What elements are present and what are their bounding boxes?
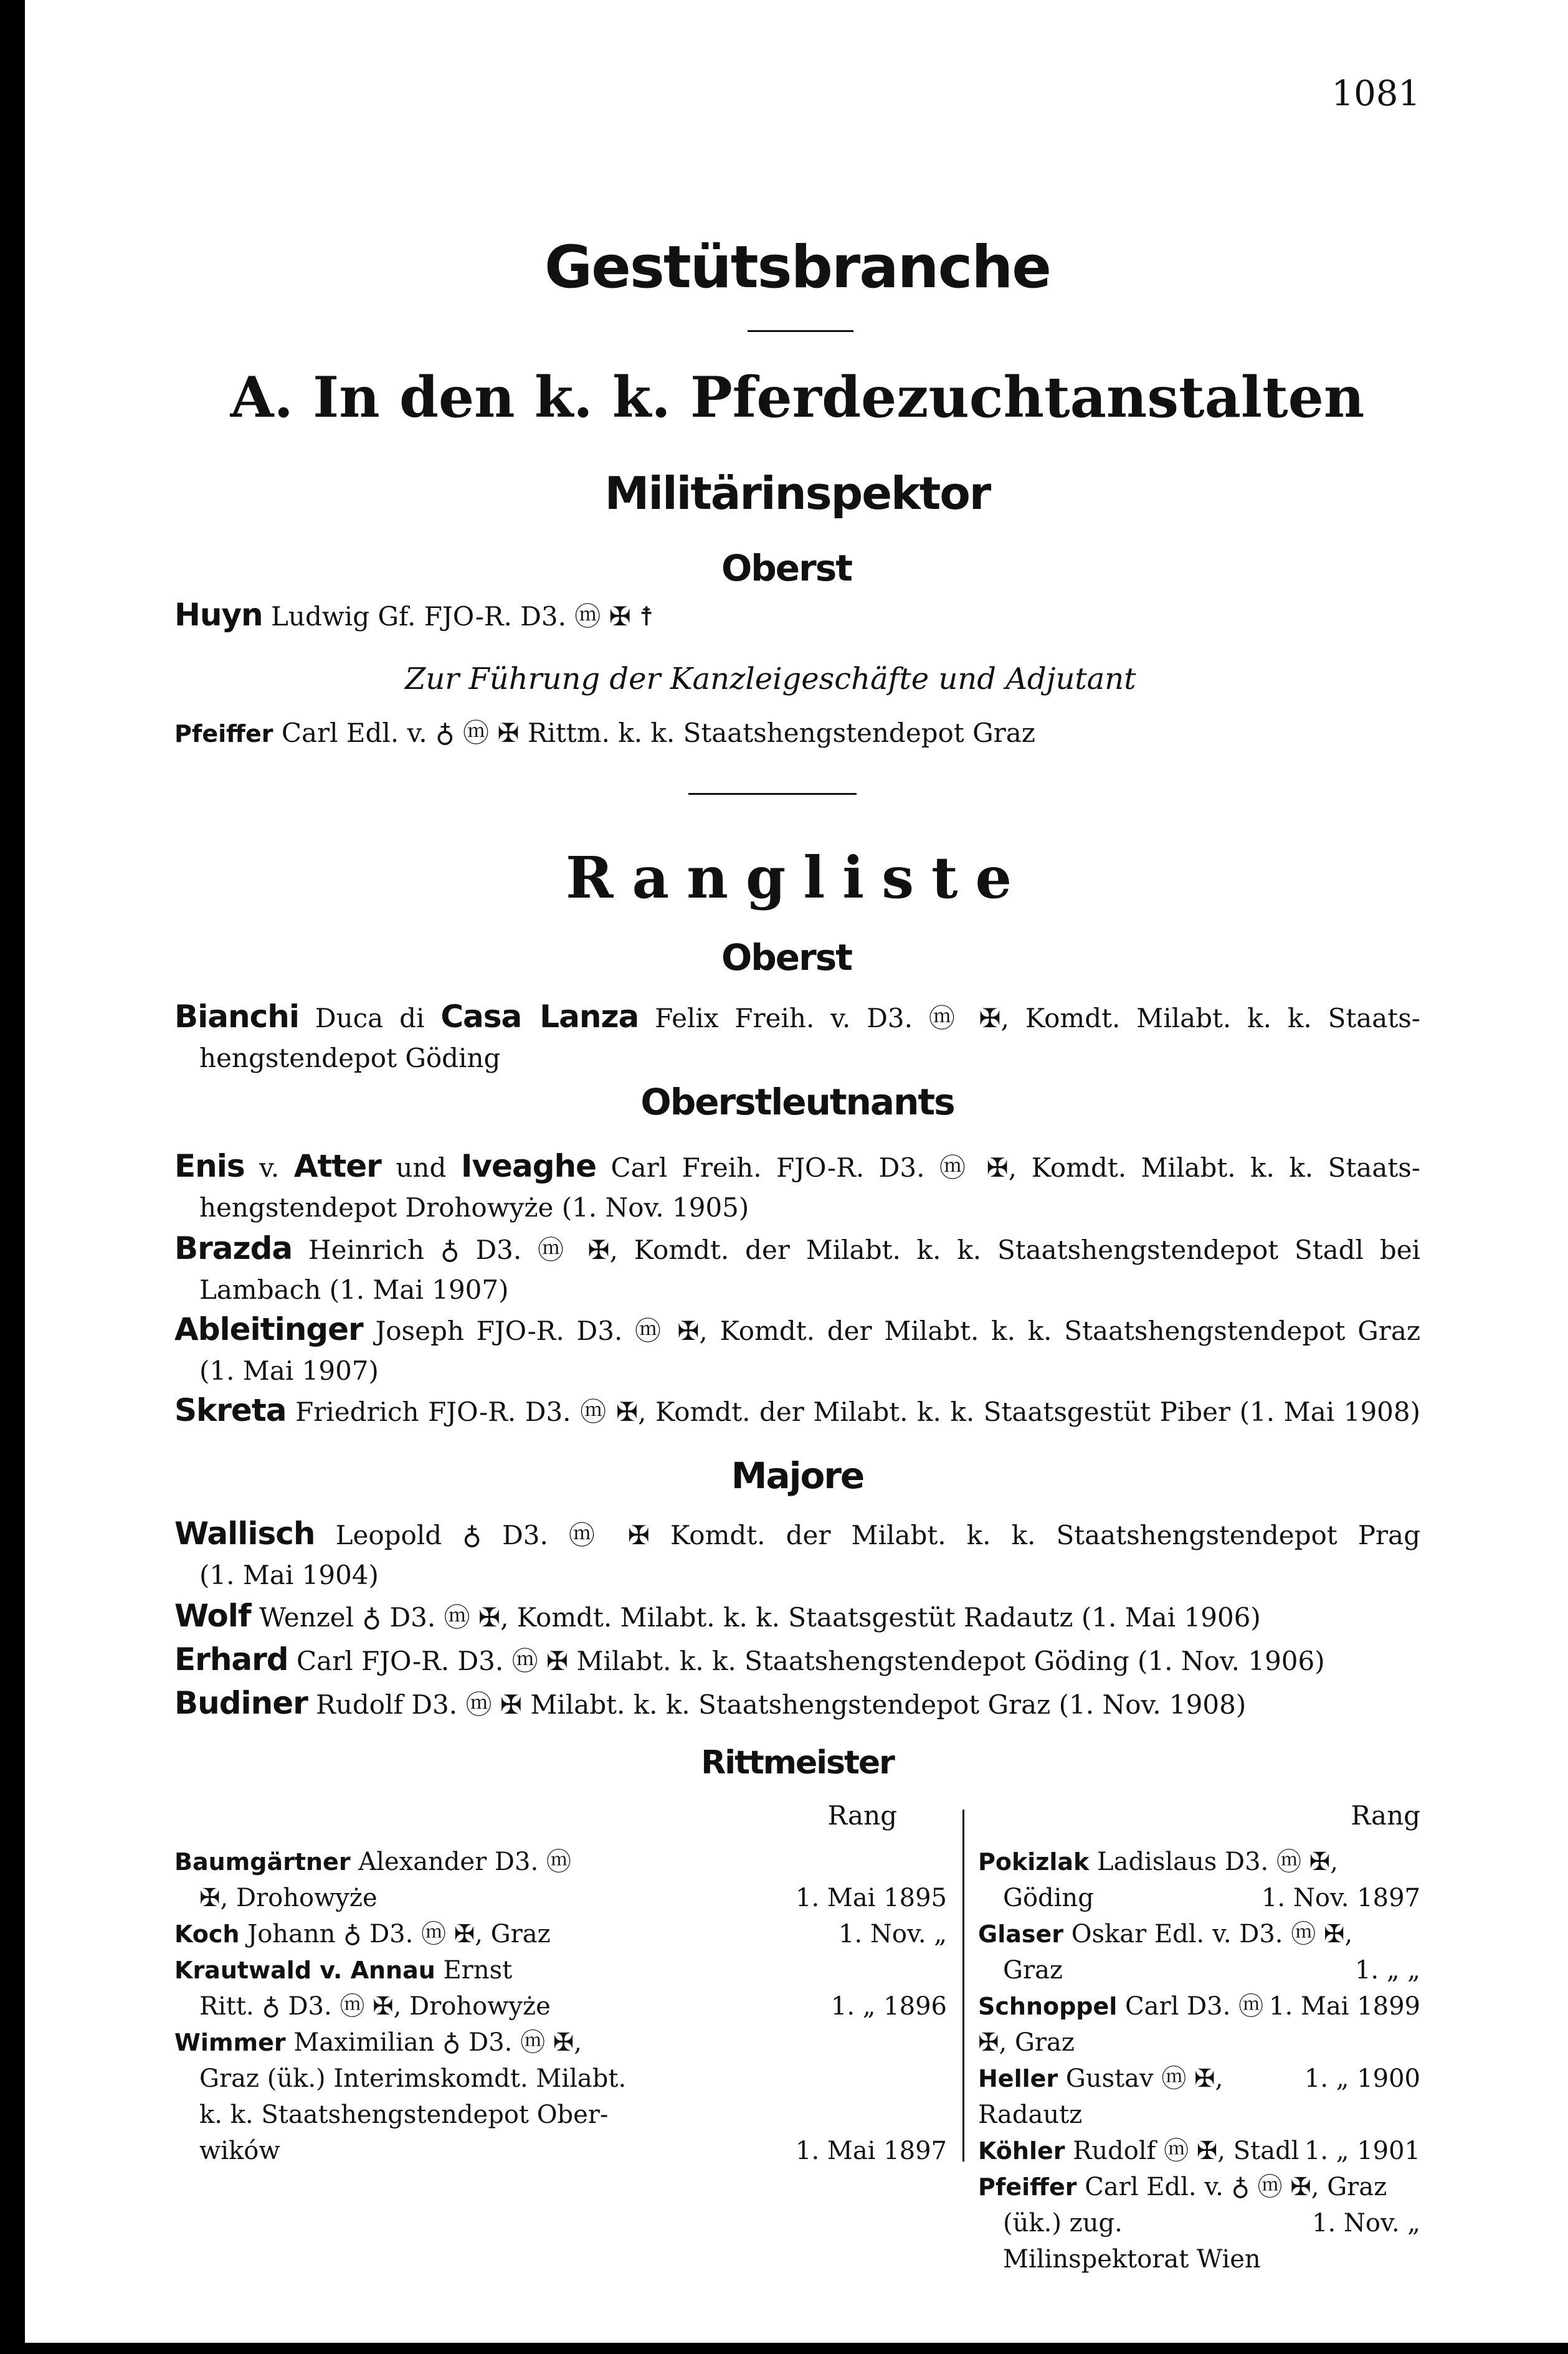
entry-details: Alexander D3. ⓜ (358, 1848, 571, 1876)
list-item (174, 1640, 1325, 1681)
surname-2: Atter (293, 1148, 381, 1184)
surname: Enis (174, 1148, 245, 1184)
rang-date: 1. Nov. „ (1312, 2209, 1420, 2238)
surname: Pokizlak (978, 1848, 1090, 1876)
surname: Budiner (174, 1685, 308, 1721)
name-particle: v. (259, 1152, 280, 1183)
adjutant-subheading: Zur Führung der Kanzleigeschäfte und Adjutant (405, 662, 1136, 696)
rang-label-right: Rang (1351, 1800, 1420, 1831)
surname: Heller (978, 2065, 1058, 2092)
surname-3: Iveaghe (460, 1148, 596, 1184)
surname: Schnoppel (978, 1993, 1118, 2020)
rittmeister-left-column (174, 1844, 947, 2169)
entry-details: Felix Freih. v. D3. ⓜ ✠, Komdt. Milabt. k. k. Staats- (655, 1003, 1420, 1033)
entry-details: Carl Edl. v. ♁ ⓜ ✠, Graz (1085, 2173, 1387, 2201)
entry-continuation: Graz (1003, 1956, 1063, 1985)
entry-details: Heinrich ♁ D3. ⓜ ✠, Komdt. der Milabt. k. k. Staatshengstendepot Stadl bei (308, 1235, 1420, 1265)
entry-details: Wenzel ♁ D3. ⓜ ✠, Komdt. Milabt. k. k. Staatsgestüt Radautz (1. Mai 1906) (259, 1602, 1261, 1633)
entry-details: Rudolf ⓜ ✠, Stadl (1073, 2137, 1300, 2165)
rittmeister-heading: Rittmeister (701, 1744, 894, 1782)
oberstleutnants-heading: Oberstleutnants (640, 1081, 954, 1123)
list-item (978, 2133, 1420, 2169)
entry-details: Johann ♁ D3. ⓜ ✠, Graz (247, 1920, 551, 1948)
list-item (174, 1228, 1420, 1310)
name-particle: und (396, 1152, 447, 1183)
surname: Pfeiffer (174, 720, 273, 747)
rang-date: 1. Nov. „ (839, 1920, 947, 1948)
list-item (174, 1390, 1420, 1432)
list-item (978, 2169, 1420, 2277)
rang-date: 1. Mai 1897 (796, 2137, 947, 2165)
militaerinspektor-entry (174, 595, 653, 637)
rang-date: 1. „ 1896 (830, 1992, 947, 2021)
scan-edge-left (0, 0, 25, 2354)
entry-continuation: (ük.) zug. Milinspektorat Wien (1003, 2209, 1261, 2274)
entry-continuation: Göding (1003, 1884, 1094, 1912)
surname: Bianchi (174, 999, 299, 1035)
surname: Brazda (174, 1230, 293, 1266)
entry-continuation: (1. Mai 1907) (199, 1355, 379, 1386)
entry-details: Ladislaus D3. ⓜ ✠, (1097, 1848, 1338, 1876)
entry-details: Gustav ⓜ ✠, Radautz (978, 2064, 1224, 2129)
rang-date: 1. Nov. 1897 (1261, 1884, 1420, 1912)
majore-heading: Majore (731, 1455, 864, 1497)
entry-details: Carl FJO-R. D3. ⓜ ✠ Milabt. k. k. Staatshengstendepot Göding (1. Nov. 1906) (296, 1646, 1325, 1676)
entry-continuation: hengstendepot Göding (199, 1043, 501, 1073)
entry-details: Carl Edl. v. ♁ ⓜ ✠ Rittm. k. k. Staatshengstendepot Graz (281, 718, 1035, 748)
entry-continuation: ✠, Drohowyże (199, 1884, 378, 1912)
list-item (174, 1916, 947, 1952)
entry-details: Ernst (443, 1956, 513, 1985)
list-item (978, 1916, 1420, 1988)
militaerinspektor-rank: Oberst (721, 547, 852, 589)
entry-details: Ludwig Gf. FJO-R. D3. ⓜ ✠ ☨ (271, 601, 654, 632)
list-item (174, 1146, 1420, 1228)
name-particle: Duca di (315, 1003, 425, 1033)
rang-date: 1. Mai 1895 (796, 1884, 947, 1912)
entry-details: Oskar Edl. v. D3. ⓜ ✠, (1071, 1920, 1353, 1948)
entry-continuation: k. k. Staatshengstendepot Ober- (199, 2100, 609, 2129)
surname: Ableitinger (174, 1311, 363, 1347)
list-item (174, 1683, 1246, 1725)
list-item (174, 1952, 947, 2024)
surname-2: Casa Lanza (440, 999, 639, 1035)
list-item (174, 1844, 947, 1916)
entry-continuation: hengstendepot Drohowyże (1. Nov. 1905) (199, 1192, 749, 1223)
surname: Erhard (174, 1641, 288, 1678)
list-item (174, 1514, 1420, 1595)
surname: Pfeiffer (978, 2173, 1077, 2201)
list-item (978, 1844, 1420, 1916)
rangliste-heading: Rangliste (565, 844, 1030, 911)
oberst-heading: Oberst (721, 936, 852, 979)
entry-continuation: Lambach (1. Mai 1907) (199, 1274, 509, 1305)
rang-label-left: Rang (827, 1800, 897, 1831)
section-rule (688, 793, 857, 795)
entry-continuation: wików (199, 2137, 280, 2165)
entry-details: Carl D3. ⓜ ✠, Graz (978, 1992, 1264, 2057)
surname: Wimmer (174, 2029, 286, 2056)
entry-details: Carl Freih. FJO-R. D3. ⓜ ✠, Komdt. Milabt. k. k. Staats- (611, 1152, 1420, 1183)
title-rule (748, 330, 853, 332)
militaerinspektor-heading: Militärinspektor (604, 467, 991, 520)
column-divider (962, 1810, 964, 2162)
surname: Skreta (174, 1392, 287, 1428)
section-a-heading: A. In den k. k. Pferdezuchtanstalten (230, 364, 1365, 430)
rang-date: 1. „ 1901 (1304, 2137, 1420, 2165)
surname: Koch (174, 1920, 240, 1948)
oberst-entry (174, 997, 1420, 1078)
adjutant-entry (174, 713, 1035, 754)
surname: Köhler (978, 2137, 1065, 2165)
rang-date: 1. „ „ (1354, 1956, 1420, 1985)
surname: Wolf (174, 1598, 251, 1634)
list-item (174, 1596, 1261, 1638)
entry-continuation: Graz (ük.) Interimskomdt. Milabt. (199, 2064, 627, 2093)
rang-date: 1. „ 1900 (1304, 2064, 1420, 2093)
entry-details: Joseph FJO-R. D3. ⓜ ✠, Komdt. der Milabt. k. k. Staatshengstendepot Graz (375, 1316, 1420, 1346)
surname: Baumgärtner (174, 1848, 351, 1876)
list-item (978, 2061, 1420, 2133)
list-item (174, 1309, 1420, 1391)
rittmeister-right-column (978, 1844, 1420, 2277)
entry-details: Maximilian ♁ D3. ⓜ ✠, (293, 2028, 582, 2057)
surname: Wallisch (174, 1516, 315, 1552)
entry-details: Friedrich FJO-R. D3. ⓜ ✠, Komdt. der Milabt. k. k. Staatsgestüt Piber (1. Mai 1908) (295, 1397, 1421, 1427)
list-item (978, 1988, 1420, 2061)
list-item (174, 2024, 947, 2169)
surname: Huyn (174, 597, 263, 633)
entry-continuation: (1. Mai 1904) (199, 1560, 379, 1590)
rang-date: 1. Mai 1899 (1269, 1992, 1420, 2021)
page (174, 0, 1420, 2354)
surname: Glaser (978, 1920, 1063, 1948)
entry-details: Rudolf D3. ⓜ ✠ Milabt. k. k. Staatshengstendepot Graz (1. Nov. 1908) (316, 1689, 1247, 1720)
entry-continuation: Ritt. ♁ D3. ⓜ ✠, Drohowyże (199, 1992, 551, 2021)
page-title: Gestütsbranche (544, 234, 1050, 301)
surname: Krautwald v. Annau (174, 1957, 435, 1984)
page-number: 1081 (1331, 74, 1420, 114)
entry-details: Leopold ♁ D3. ⓜ ✠ Komdt. der Milabt. k. k. Staatshengstendepot Prag (335, 1520, 1420, 1550)
